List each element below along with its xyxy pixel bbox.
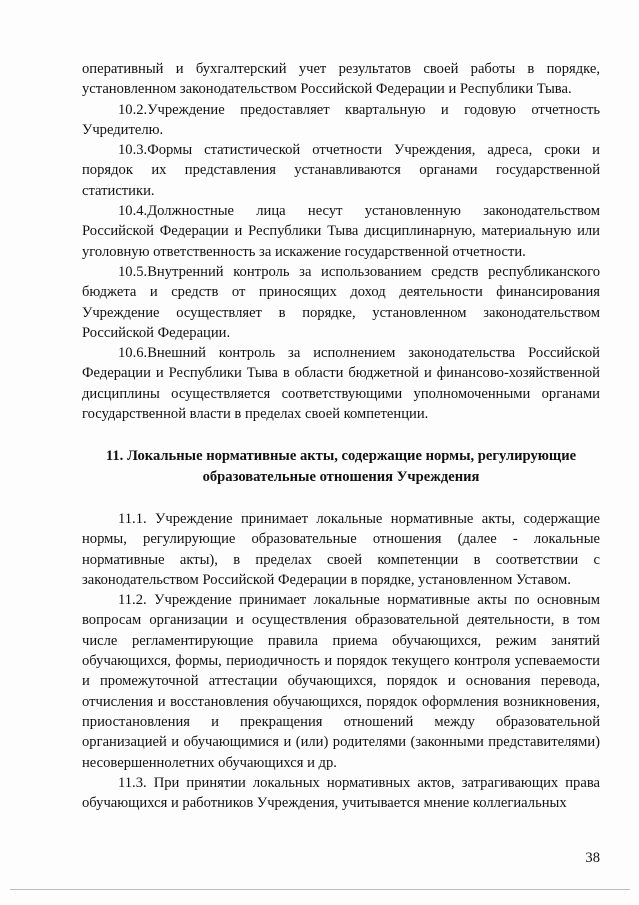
paragraph-11-2: 11.2. Учреждение принимает локальные нормативные акты по основным вопросам организации и осуществления образовательной деятельности, в том числе регламентирующие правила приема обучающихся, режим занятий обучающихся, формы, периодичность и порядок текущего контроля успеваемости и промежуточной аттестации обучающихся, порядок и основания перевода, отчисления и восстановления обучающихся, порядок оформления возникновения, приостановления и прекращения отношений между образовательной организацией и обучающимися и (или) родителями (законными представителями) несовершеннолетних обучающихся и др. — [82, 592, 600, 771]
spacer — [82, 424, 600, 446]
paragraph-10-2: 10.2.Учреждение предоставляет квартальную и годовую отчетность Учредителю. — [82, 101, 600, 138]
spacer — [82, 487, 600, 509]
paragraph-10-5: 10.5.Внутренний контроль за использованием средств республиканского бюджета и средств от приносящих доход деятельности финансирования Учреждение осуществляет в порядке, установленном законодательством Российской Федерации. — [82, 263, 600, 341]
paragraph-10-4: 10.4.Должностные лица несут установленную законодательством Российской Федерации и Республики Тыва дисциплинарную, материальную или уголовную ответственность за искажение государственной отчетности. — [82, 203, 600, 260]
paragraph-continuation: оперативный и бухгалтерский учет результатов своей работы в порядке, установленном законодательством Российской Федерации и Республики Тыва. — [82, 61, 600, 98]
section-heading-11: 11. Локальные нормативные акты, содержащие нормы, регулирующие образовательные отношения Учреждения — [105, 448, 577, 485]
paragraph-10-3: 10.3.Формы статистической отчетности Учреждения, адреса, сроки и порядок их представления устанавливаются органами государственной статистики. — [82, 142, 600, 199]
paragraph-11-3: 11.3. При принятии локальных нормативных актов, затрагивающих права обучающихся и работников Учреждения, учитывается мнение коллегиальных — [82, 774, 600, 812]
paragraph-10-6: 10.6.Внешний контроль за исполнением законодательства Российской Федерации и Республики Тыва в области бюджетной и финансово-хозяйственной дисциплины осуществляется соответствующими уполномоченными органами государственной власти в пределах своей компетенции. — [82, 345, 600, 423]
document-body — [82, 59, 600, 813]
page-number: 38 — [585, 850, 600, 866]
paragraph-11-1: 11.1. Учреждение принимает локальные нормативные акты, содержащие нормы, регулирующие образовательные отношения (далее - локальные нормативные акты), в пределах своей компетенции в соответствии с законодательством Российской Федерации в порядке, установленном Уставом. — [82, 510, 600, 588]
scan-edge-line — [10, 889, 630, 890]
